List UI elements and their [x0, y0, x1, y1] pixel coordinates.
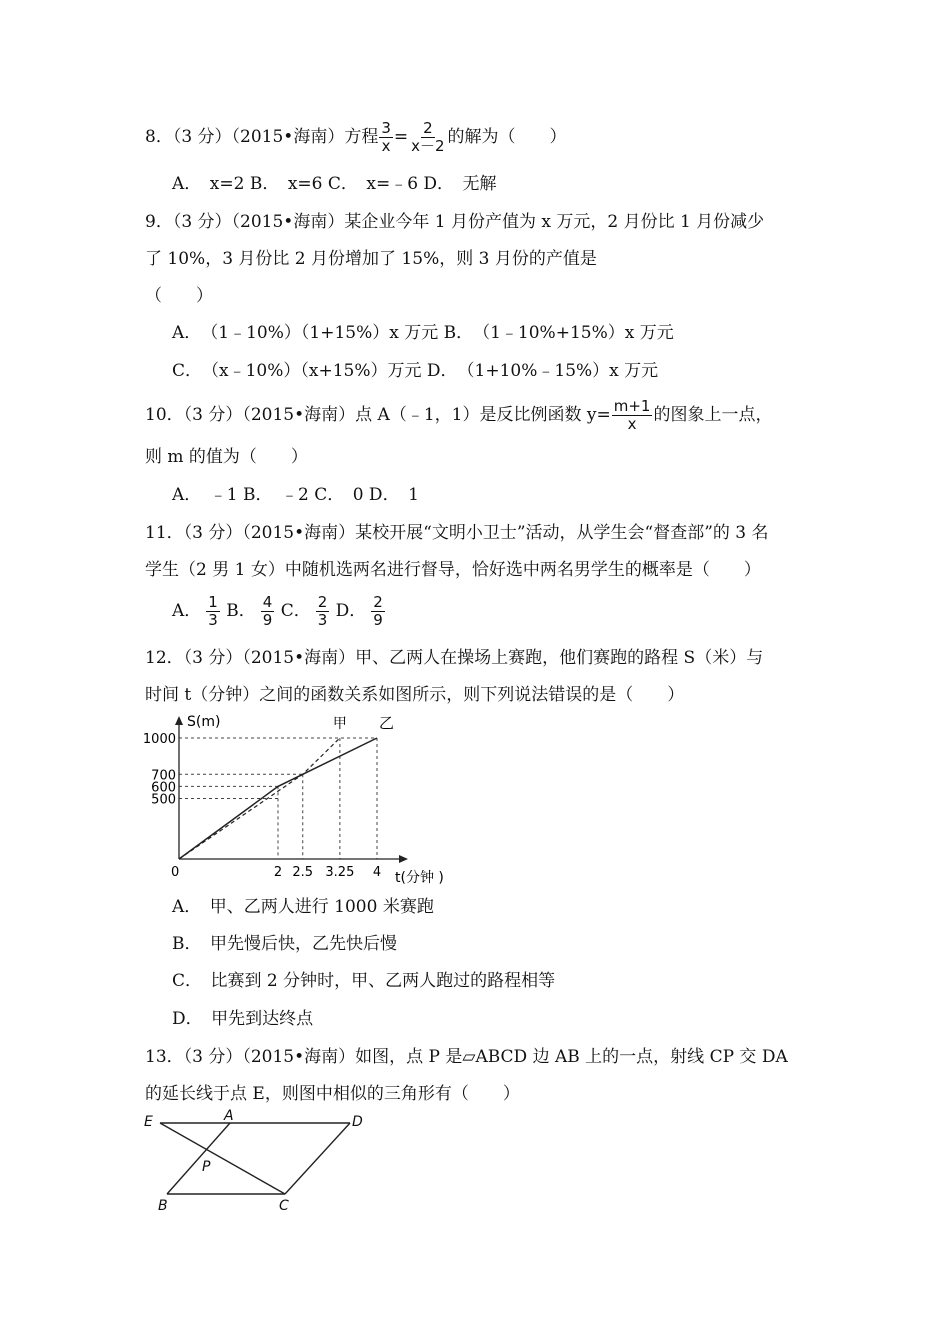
q11-option-d-fraction: $\frac{2}{9}$ — [373, 593, 383, 629]
q10-stem-line1: 10．（3 分）（2015•海南）点 A（﹣1，1）是反比例函数 y= $\frac{m+1}{x}$ 的图象上一点， — [145, 397, 773, 433]
q12-distance-time-chart — [140, 708, 480, 890]
y-tick-label: 600 — [151, 780, 176, 796]
y-tick-label: 1000 — [142, 732, 176, 747]
q8-options: A． x=2 B． x=6 C． x=﹣6 D． 无解 — [172, 174, 497, 194]
series-label-jia: 甲 — [332, 716, 347, 732]
line-dc — [285, 1123, 350, 1194]
q11-stem-line1: 11．（3 分）（2015•海南）某校开展“文明小卫士”活动，从学生会“督查部”的 3 名 — [145, 523, 769, 543]
q9-stem-line2: 了 10%，3 月份比 2 月份增加了 15%，则 3 月份的产值是 — [145, 249, 597, 269]
q10-stem-line2: 则 m 的值为（ ） — [145, 447, 308, 467]
point-a-label: A — [224, 1108, 234, 1124]
x-tick-label: 2 — [273, 865, 283, 880]
q12-option-b: B． 甲先慢后快，乙先快后慢 — [172, 934, 397, 954]
y-tick-label: 500 — [151, 792, 176, 808]
line-ec — [160, 1123, 285, 1194]
y-axis-label: S(m) — [187, 714, 221, 730]
q12-option-a: A． 甲、乙两人进行 1000 米赛跑 — [172, 897, 434, 917]
q12-stem-line1: 12．（3 分）（2015•海南）甲、乙两人在操场上赛跑，他们赛跑的路程 S（米）与 — [145, 648, 764, 668]
q12-option-c: C． 比赛到 2 分钟时，甲、乙两人跑过的路程相等 — [172, 971, 556, 991]
q9-options-cd: C． （x﹣10%）（x+15%）万元 D． （1+10%﹣15%）x 万元 — [172, 361, 659, 381]
x-axis-arrow — [399, 855, 408, 863]
x-tick-label: 4 — [372, 865, 382, 880]
q11-option-b-fraction: $\frac{4}{9}$ — [262, 593, 273, 629]
series-label-yi: 乙 — [379, 714, 395, 732]
x-tick-label: 3.25 — [325, 865, 355, 880]
point-b-label: B — [158, 1198, 168, 1214]
origin-label: 0 — [171, 865, 180, 880]
point-e-label: E — [144, 1114, 153, 1130]
q11-options: A． $\frac{1}{3}$ B． $\frac{4}{9}$ C． $\frac{2}{3}$ D． $\frac{2}{9}$ — [172, 593, 383, 629]
q11-option-a-fraction: $\frac{1}{3}$ — [208, 593, 218, 629]
q8-stem: 8．（3 分）（2015•海南）方程 $\frac{3}{x}$ = $\frac{2}{x-2}$ 的解为（ ） — [145, 119, 567, 155]
q9-stem-line1: 9．（3 分）（2015•海南）某企业今年 1 月份产值为 x 万元，2 月份比 1 月份减少 — [145, 212, 765, 232]
point-c-label: C — [279, 1198, 289, 1214]
point-d-label: D — [352, 1114, 363, 1130]
point-p-label: P — [202, 1159, 211, 1175]
q11-stem-line2: 学生（2 男 1 女）中随机选两名进行督导，恰好选中两名男学生的概率是（ ） — [145, 560, 761, 580]
q12-stem-line2: 时间 t（分钟）之间的函数关系如图所示，则下列说法错误的是（ ） — [145, 685, 685, 705]
q11-option-c-fraction: $\frac{2}{3}$ — [317, 593, 328, 629]
x-tick-label: 2.5 — [292, 865, 314, 880]
q8-fraction-2: $\frac{2}{x-2}$ — [411, 119, 445, 155]
q13-stem-line1: 13．（3 分）（2015•海南）如图，点 P 是▱ABCD 边 AB 上的一点，射线 CP 交 DA — [145, 1047, 788, 1067]
y-axis-arrow — [175, 716, 183, 725]
q8-fraction-1: $\frac{3}{x}$ — [381, 119, 391, 155]
line-ab — [167, 1123, 230, 1194]
y-tick-label: 700 — [151, 768, 176, 784]
q10-fraction: $\frac{m+1}{x}$ — [613, 397, 651, 433]
q10-options: A． ﹣1 B． ﹣2 C． 0 D． 1 — [172, 485, 419, 505]
q13-stem-line2: 的延长线于点 E，则图中相似的三角形有（ ） — [145, 1084, 520, 1104]
x-axis-label: t(分钟 ) — [395, 870, 444, 886]
q9-options-ab: A． （1﹣10%）（1+15%）x 万元 B． （1﹣10%+15%）x 万元 — [172, 323, 674, 343]
q12-option-d: D． 甲先到达终点 — [172, 1009, 314, 1029]
q13-parallelogram-figure — [140, 1108, 380, 1214]
q9-stem-line3: （ ） — [145, 286, 213, 306]
